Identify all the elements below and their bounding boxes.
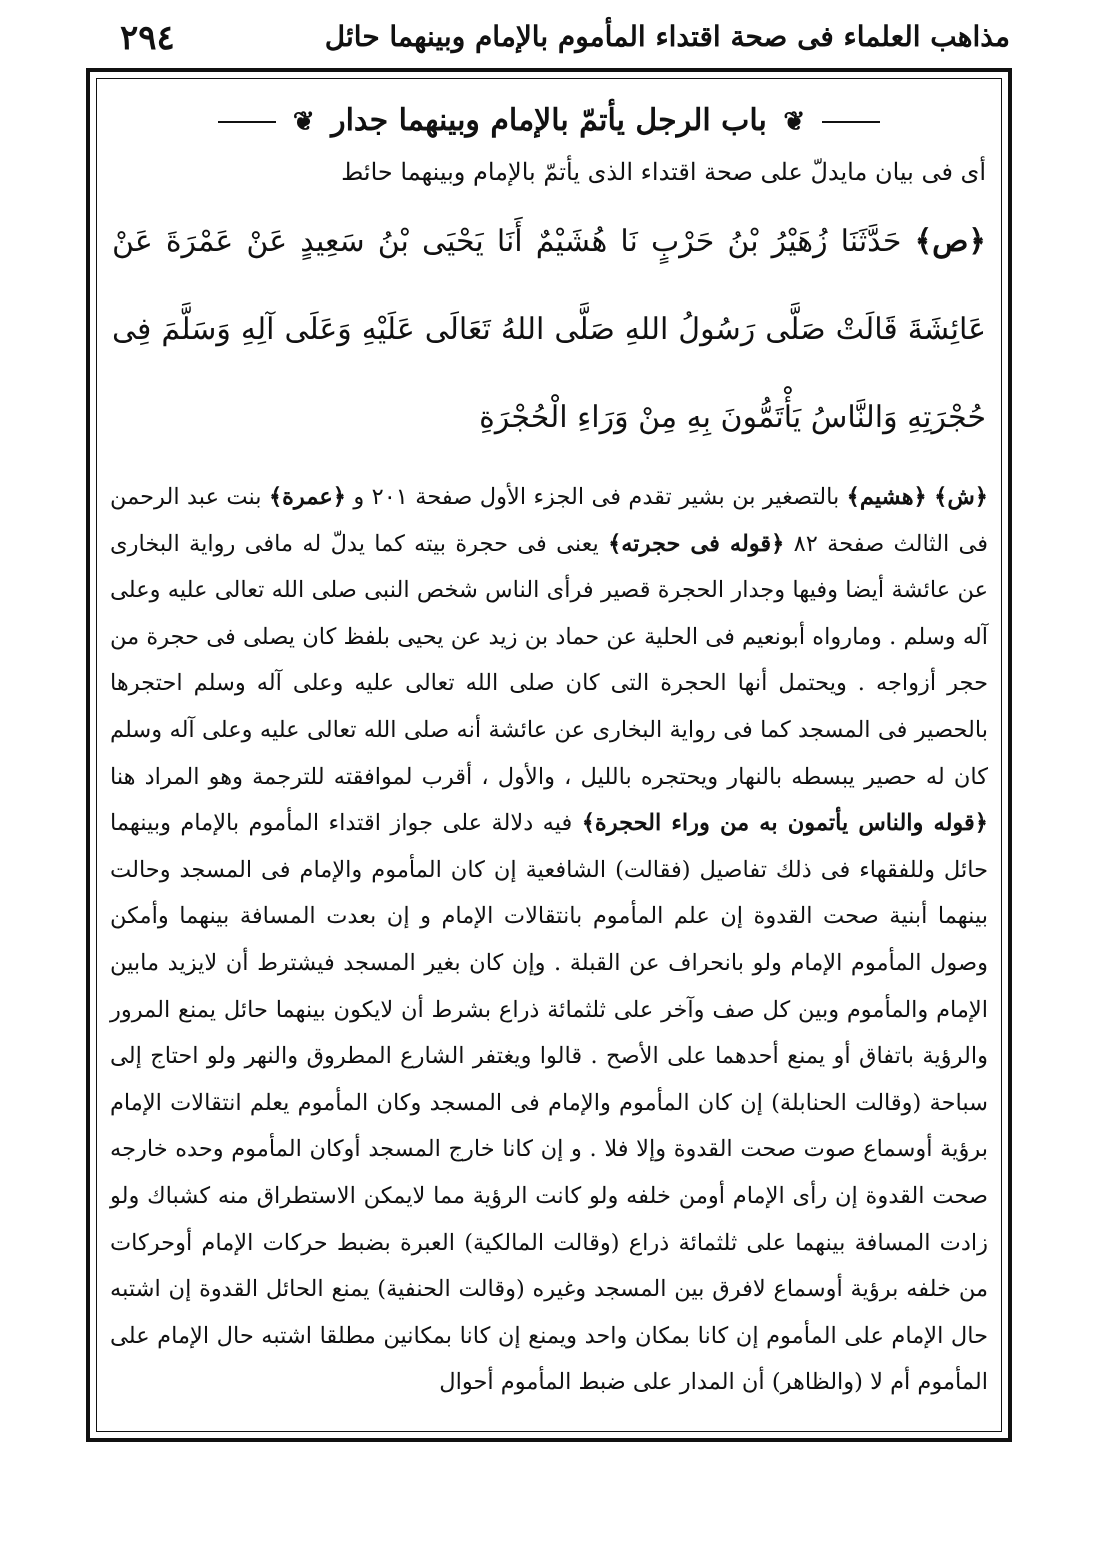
running-title: مذاهب العلماء فى صحة اقتداء المأموم بالإمام وبينهما حائل [324,20,1010,53]
heading-rule-left [218,121,276,123]
page-header [120,14,1010,62]
commentary-part2: بنت عبد الرحمن فى الثالث صفحة ٨٢ [110,484,989,557]
term-hujratihi: ﴿قوله فى حجرته﴾ [608,530,785,557]
term-amra: ﴿عمرة﴾ [268,484,346,510]
ornament-left-icon: ❦ [292,107,315,137]
ornament-right-icon: ❦ [783,107,806,137]
chapter-subtitle: أى فى بيان مايدلّ على صحة اقتداء الذى يأتمّ بالإمام وبينهما حائط [341,158,986,186]
chapter-heading-row [106,92,992,150]
page-content [106,92,992,1422]
commentary-block [106,474,992,1406]
hadith-marker: ﴿ص﴾ [914,224,986,259]
commentary-part1: بالتصغير بن بشير تقدم فى الجزء الأول صفحة ٢٠١ و [353,484,840,510]
hadith-block [106,198,992,462]
term-nas: ﴿قوله والناس يأتمون به من وراء الحجرة﴾ [581,810,988,837]
page-number: ٢٩٤ [120,18,175,58]
term-hushaym: ﴿هشيم﴾ [846,484,927,510]
commentary-part4: فيه دلالة على جواز اقتداء المأموم بالإمام وبينهما حائل وللفقهاء فى ذلك تفاصيل (فقالت) الشافعية إن كان المأموم والإمام فى المسجد وحالت بينهما أبنية صحت القدوة إن علم المأموم بانتقالات الإمام و إن بعدت المسافة بينهما وأمكن وصول المأموم الإمام ولو بانحراف عن القبلة . وإن كان بغير المسجد فيشترط أن لايزيد مابين الإمام والمأموم وبين كل صف وآخر على ثلثمائة ذراع بشرط أن لايكون بينهما حائل يمنع المرور والرؤية باتفاق أو يمنع أحدهما على الأصح . قالوا ويغتفر الشارع المطروق والنهر ولو احتاج إلى سباحة (وقالت الحنابلة) إن كان المأموم والإمام فى المسجد وكان المأموم يعلم انتقالات الإمام برؤية أوسماع صوت صحت القدوة وإلا فلا . و إن كانا خارج المسجد أوكان المأموم وحده خارجه صحت القدوة إن رأى الإمام أومن خلفه ولو كانت الرؤية مما لايمكن الاستطراق منه كشباك ولو زادت المسافة بينهما على ثلثمائة ذراع (وقالت المالكية) العبرة بضبط حركات الإمام أوحركات من خلفه برؤية أوسماع لافرق بين المسجد وغيره (وقالت الحنفية) يمنع الحائل القدوة إن اشتبه حال الإمام على المأموم إن كانا بمكان واحد ويمنع إن كانا بمكانين مطلقا اشتبه حال الإمام على المأموم أم لا (والظاهر) أن المدار على ضبط المأموم أحوال [110,810,988,1396]
chapter-heading: باب الرجل يأتمّ بالإمام وبينهما جدار [331,103,767,138]
heading-rule-right [822,121,880,123]
hadith-text: حَدَّثَنَا زُهَيْرُ بْنُ حَرْبٍ نَا هُشَيْمٌ أَنَا يَحْيَى بْنُ سَعِيدٍ عَنْ عَمْرَةَ عَنْ عَائِشَةَ قَالَتْ صَلَّى رَسُولُ اللهِ صَلَّى اللهُ تَعَالَى عَلَيْهِ وَعَلَى آلِهِ وَسَلَّمَ فِى حُجْرَتِهِ وَالنَّاسُ يَأْتَمُّونَ بِهِ مِنْ وَرَاءِ الْحُجْرَةِ [112,224,986,435]
commentary-marker: ﴿ش﴾ [934,484,988,510]
commentary-part3: يعنى فى حجرة بيته كما يدلّ له مافى رواية البخارى عن عائشة أيضا وفيها وجدار الحجرة قصير فرأى الناس شخص النبى صلى الله تعالى عليه وعلى آله وسلم . ومارواه أبونعيم فى الحلية عن حماد بن زيد عن يحيى بلفظ كان يصلى فى حجرة من حجر أزواجه . ويحتمل أنها الحجرة التى كان صلى الله تعالى عليه وعلى آله وسلم احتجرها بالحصير فى المسجد كما فى رواية البخارى عن عائشة أنه صلى الله تعالى عليه وعلى آله وسلم كان له حصير يبسطه بالنهار ويحتجره بالليل ، والأول ، أقرب لموافقته للترجمة وهو المراد هنا [110,530,988,790]
